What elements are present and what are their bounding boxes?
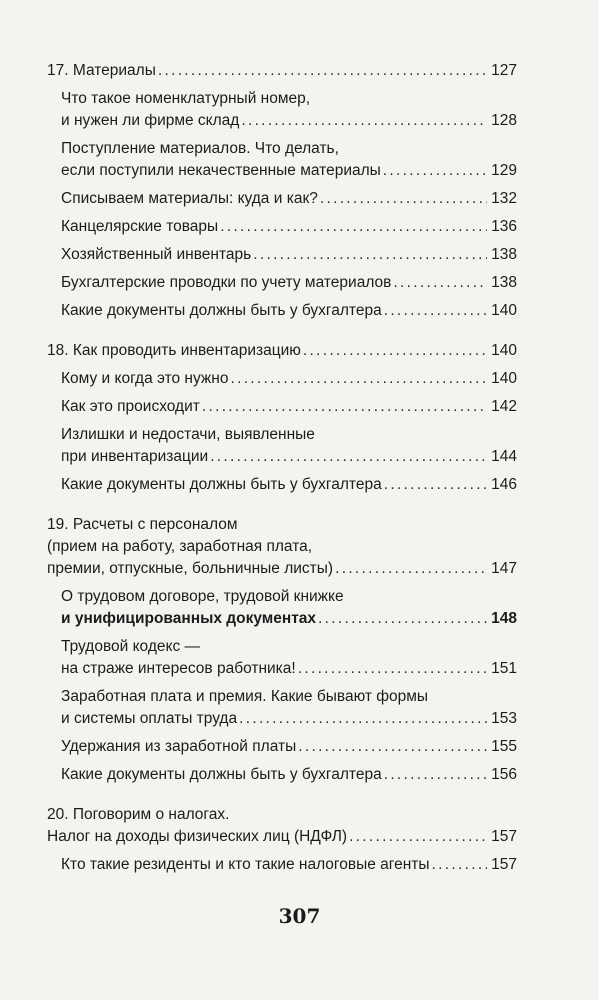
toc-subentry [47, 138, 517, 182]
toc-subentry [47, 636, 517, 680]
toc-entry-title: Излишки и недостачи, выявленные [61, 426, 315, 443]
toc-line [47, 340, 517, 362]
toc-page-number: 138 [491, 246, 517, 263]
toc-entry-title: 18. Как проводить инвентаризацию [47, 342, 301, 359]
table-of-contents [47, 60, 517, 876]
toc-page-number: 157 [491, 856, 517, 873]
toc-line [61, 300, 517, 322]
dot-leader [384, 300, 487, 322]
toc-entry-title: 19. Расчеты с персоналом [47, 516, 238, 533]
toc-line [47, 514, 517, 536]
toc-entry-title: и системы оплаты труда [61, 710, 238, 727]
toc-line [61, 138, 517, 160]
toc-page-number: 144 [491, 448, 517, 465]
toc-line [61, 854, 517, 876]
toc-chapter [47, 60, 517, 82]
toc-subentry [47, 272, 517, 294]
toc-line [47, 558, 517, 580]
toc-entry-title: Канцелярские товары [61, 218, 219, 235]
dot-leader [298, 736, 487, 758]
toc-subentry [47, 216, 517, 238]
toc-line [61, 396, 517, 418]
dot-leader [384, 764, 487, 786]
toc-entry-title: 17. Материалы [47, 62, 156, 79]
dot-leader [210, 446, 487, 468]
dot-leader [320, 188, 487, 210]
toc-line [61, 88, 517, 110]
toc-entry-title: если поступили некачественные материалы [61, 162, 381, 179]
toc-page-number: 136 [491, 218, 517, 235]
toc-line [61, 216, 517, 238]
dot-leader [158, 60, 487, 82]
toc-entry-title: Кто такие резиденты и кто такие налоговые агенты [61, 856, 430, 873]
dot-leader [241, 110, 487, 132]
toc-page-number: 138 [491, 274, 517, 291]
toc-line [47, 826, 517, 848]
toc-line [61, 736, 517, 758]
toc-line [61, 474, 517, 496]
toc-page-number: 148 [491, 610, 517, 627]
toc-page-number: 140 [491, 342, 517, 359]
toc-line [61, 658, 517, 680]
toc-line [61, 608, 517, 630]
toc-line [61, 636, 517, 658]
toc-page-number: 147 [491, 560, 517, 577]
dot-leader [220, 216, 487, 238]
toc-entry-title: Кому и когда это нужно [61, 370, 229, 387]
toc-line [61, 272, 517, 294]
toc-entry-title: Что такое номенклатурный номер, [61, 90, 311, 107]
toc-page-number: 128 [491, 112, 517, 129]
toc-subentry [47, 396, 517, 418]
toc-page-number: 140 [491, 370, 517, 387]
toc-entry-title: Бухгалтерские проводки по учету материалов [61, 274, 392, 291]
dot-leader [253, 244, 487, 266]
toc-entry-title: на страже интересов работника! [61, 660, 296, 677]
toc-page-number: 156 [491, 766, 517, 783]
toc-page-number: 157 [491, 828, 517, 845]
toc-entry-title: Хозяйственный инвентарь [61, 246, 252, 263]
page-number: 307 [278, 904, 321, 928]
toc-line [47, 60, 517, 82]
toc-page-number: 151 [491, 660, 517, 677]
toc-line [61, 446, 517, 468]
toc-subentry [47, 368, 517, 390]
toc-subentry [47, 586, 517, 630]
toc-subentry [47, 300, 517, 322]
toc-entry-title: Налог на доходы физических лиц (НДФЛ) [47, 828, 348, 845]
dot-leader [239, 708, 487, 730]
toc-entry-title: Какие документы должны быть у бухгалтера [61, 476, 382, 493]
toc-entry-title: Удержания из заработной платы [61, 738, 297, 755]
dot-leader [349, 826, 487, 848]
dot-leader [303, 340, 487, 362]
toc-page-number: 142 [491, 398, 517, 415]
toc-entry-title: при инвентаризации [61, 448, 209, 465]
toc-chapter [47, 514, 517, 580]
toc-line [61, 586, 517, 608]
toc-page-number: 129 [491, 162, 517, 179]
dot-leader [230, 368, 487, 390]
toc-line [61, 188, 517, 210]
toc-chapter [47, 804, 517, 848]
toc-subentry [47, 188, 517, 210]
toc-entry-title: Какие документы должны быть у бухгалтера [61, 302, 382, 319]
toc-entry-title: О трудовом договоре, трудовой книжке [61, 588, 344, 605]
toc-subentry [47, 424, 517, 468]
toc-line [61, 764, 517, 786]
toc-page-number: 127 [491, 62, 517, 79]
toc-line [61, 244, 517, 266]
toc-line [61, 708, 517, 730]
toc-entry-title: Как это происходит [61, 398, 200, 415]
dot-leader [298, 658, 487, 680]
toc-entry-title: и нужен ли фирме склад [61, 112, 240, 129]
toc-page-number: 140 [491, 302, 517, 319]
toc-entry-title: 20. Поговорим о налогах. [47, 806, 230, 823]
toc-line [47, 804, 517, 826]
toc-page-number: 146 [491, 476, 517, 493]
dot-leader [393, 272, 487, 294]
toc-page-number: 155 [491, 738, 517, 755]
dot-leader [202, 396, 487, 418]
toc-entry-title: и унифицированных документах [61, 610, 317, 627]
toc-subentry [47, 686, 517, 730]
toc-chapter [47, 340, 517, 362]
toc-subentry [47, 88, 517, 132]
dot-leader [335, 558, 487, 580]
toc-entry-title: Списываем материалы: куда и как? [61, 190, 318, 207]
toc-entry-title: Поступление материалов. Что делать, [61, 140, 339, 157]
toc-subentry [47, 736, 517, 758]
toc-entry-title: Трудовой кодекс — [61, 638, 201, 655]
dot-leader [383, 160, 487, 182]
toc-subentry [47, 854, 517, 876]
dot-leader [318, 608, 487, 630]
dot-leader [432, 854, 487, 876]
toc-line [61, 368, 517, 390]
toc-line [61, 110, 517, 132]
toc-line [61, 686, 517, 708]
toc-line [47, 536, 517, 558]
toc-page-number: 153 [491, 710, 517, 727]
toc-entry-title: (прием на работу, заработная плата, [47, 538, 313, 555]
toc-subentry [47, 474, 517, 496]
toc-line [61, 160, 517, 182]
toc-line [61, 424, 517, 446]
toc-subentry [47, 764, 517, 786]
toc-entry-title: Какие документы должны быть у бухгалтера [61, 766, 382, 783]
toc-page-number: 132 [491, 190, 517, 207]
toc-entry-title: Заработная плата и премия. Какие бывают формы [61, 688, 429, 705]
toc-entry-title: премии, отпускные, больничные листы) [47, 560, 334, 577]
toc-subentry [47, 244, 517, 266]
dot-leader [384, 474, 487, 496]
